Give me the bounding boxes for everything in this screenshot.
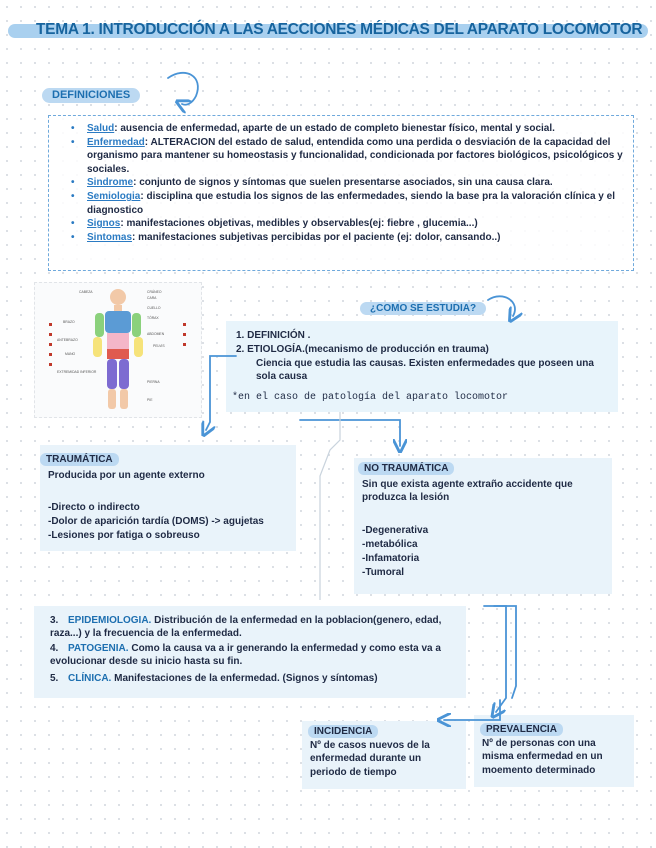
incidencia-text: Nº de casos nuevos de la enfermedad durante un periodo de tiempo [310,740,430,778]
fig-label-cabeza: CABEZA [79,290,93,294]
traumatica-item: -Lesiones por fatiga o sobreuso [48,530,200,541]
fig-label-antebrazo: ANTEBRAZO [57,338,78,342]
term-sindrome: Sindrome [87,177,134,189]
fig-label-pierna: PIERNA [147,380,160,384]
term-enfermedad: Enfermedad [87,136,145,148]
no-traumatica-item: -Tumoral [362,567,405,578]
step-number: 3. [50,615,59,626]
step-number: 5. [50,673,59,684]
term-semiologia: Semiologia [87,190,141,202]
def-semiologia: : disciplina que estudia los signos de las enfermedades, siendo la base pra la valoración clínica y el diagnostico [87,190,615,216]
step-definicion: 1. DEFINICIÓN . [236,330,311,341]
step-title: EPIDEMIOLOGIA. [68,615,152,626]
etiologia-note: *en el caso de patología del aparato locomotor [232,392,509,403]
fig-label-pie: PIE [147,398,153,402]
no-traumatica-label: NO TRAUMÁTICA [358,462,454,475]
page-title: TEMA 1. INTRODUCCIÓN A LAS AECCIONES MÉDICAS DEL APARATO LOCOMOTOR [36,21,643,38]
fig-label-abdomen: ABDOMEN [147,332,165,336]
step-text: Manifestaciones de la enfermedad. (Signos y síntomas) [111,673,378,684]
fig-label-cuello: CUELLO [147,306,161,310]
term-sintomas: Sintomas [87,231,133,243]
traumatica-desc: Producida por un agente externo [48,470,205,481]
definiciones-curl-arrow [168,73,198,105]
arrow-to-no-traumatica [300,420,400,446]
arrow-to-incidencia [444,700,500,720]
fig-label-craneo: CRÁNEO [147,290,162,294]
fig-label-cara: CARA [147,296,157,300]
no-traumatica-item: -Degenerativa [362,525,429,536]
step-etiologia-title: 2. ETIOLOGÍA. [236,344,305,355]
bullet: • [71,123,75,134]
bullet: • [71,136,75,148]
def-salud: : ausencia de enfermedad, aparte de un estado de completo bienestar físico, mental y social. [114,123,555,134]
traumatica-item: -Dolor de aparición tardía (DOMS) -> agujetas [48,516,264,527]
arrow-to-prevalencia [484,606,506,712]
no-traumatica-desc: Sin que exista agente extraño accidente que produzca la lesión [362,479,573,504]
como-se-estudia-curl-arrow [488,296,515,316]
step-etiologia-paren: (mecanismo de producción en trauma) [304,344,489,355]
incidencia-label: INCIDENCIA [308,725,378,738]
faint-connector [320,412,340,600]
traumatica-label: TRAUMÁTICA [40,453,119,466]
fig-label-brazo: BRAZO [63,320,75,324]
bullet: • [71,231,75,243]
no-traumatica-item: -Infamatoria [362,553,420,564]
no-traumatica-item: -metabólica [362,539,418,550]
step-etiologia-desc: Ciencia que estudia las causas. Existen enfermedades que poseen una sola causa [256,358,594,383]
prevalencia-label: PREVALENCIA [480,723,563,736]
def-enfermedad: : ALTERACION del estado de salud, entendida como una perdida o desviación de la capacidad del organismo para mantener su homeostasis y funcionalidad, condicionada por factores biológicos, psicológicos y sociales. [87,136,623,175]
traumatica-item: -Directo o indirecto [48,502,140,513]
def-signos: : manifestaciones objetivas, medibles y observables(ej: fiebre , glucemia...) [120,218,478,230]
def-sindrome: : conjunto de signos y síntomas que suelen presentarse asociados, sin una causa clara. [133,177,553,189]
def-sintomas: : manifestaciones subjetivas percibidas por el paciente (ej: dolor, cansando..) [132,231,501,243]
fig-label-extremidad-inferior: EXTREMIDAD INFERIOR [57,370,97,374]
bullet: • [71,177,75,189]
prevalencia-text: Nº de personas con una misma enfermedad en un moemento determinado [482,738,603,776]
fig-label-torax: TÓRAX [147,316,159,320]
fig-label-mano: MANO [65,352,76,356]
term-salud: Salud [87,123,115,134]
bullet: • [71,190,75,202]
arrow-to-traumatica [206,356,236,430]
como-se-estudia-label: ¿COMO SE ESTUDIA? [360,302,486,315]
definiciones-label: DEFINICIONES [42,88,140,103]
step-text: Como la causa va a ir generando la enfermedad y como esta va a evolucionar desde su inicio hasta su fin. [50,643,441,668]
term-signos: Signos [87,218,121,230]
step-title: PATOGENIA. [68,643,129,654]
step-text: Distribución de la enfermedad en la poblacion(genero, edad, raza...) y la frecuencia de la enfermedad. [50,615,442,640]
bullet: • [71,218,75,230]
arrow-to-prevalencia-double [494,606,516,698]
fig-label-pelvis: PELVIS [153,344,165,348]
step-number: 4. [50,643,59,654]
step-title: CLÍNICA. [68,673,112,684]
